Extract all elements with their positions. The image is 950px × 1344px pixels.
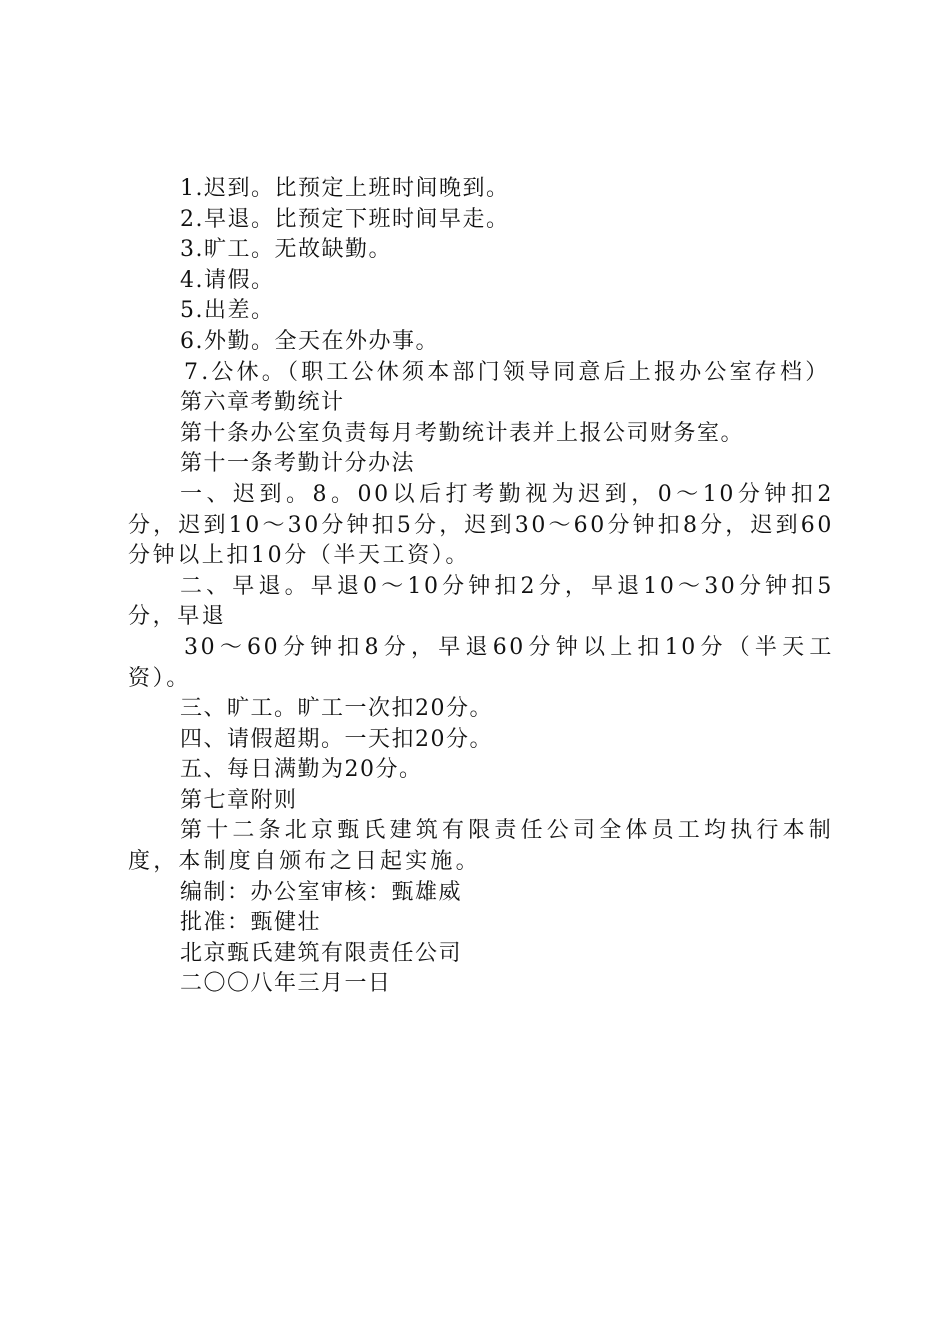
article-eleven-heading: 第十一条考勤计分办法 xyxy=(180,451,416,477)
item-leave-early: 2.早退。比预定下班时间早走。 xyxy=(180,206,510,232)
approved-by: 批准：甄健壮 xyxy=(180,910,322,936)
scoring-leave-overdue: 四、请假超期。一天扣20分。 xyxy=(180,726,493,752)
chapter-seven-heading: 第七章附则 xyxy=(180,787,298,813)
company-name: 北京甄氏建筑有限责任公司 xyxy=(180,940,463,966)
item-public-holiday: 7.公休。（职工公休须本部门领导同意后上报办公室存档） xyxy=(184,359,831,385)
compiled-reviewed: 编制：办公室审核：甄雄威 xyxy=(180,879,463,905)
scoring-absent: 三、旷工。旷工一次扣20分。 xyxy=(180,696,493,722)
scoring-leave-early: 二、早退。早退0～10分钟扣2分，早退10～30分钟扣5分，早退 xyxy=(128,573,834,630)
scoring-leave-early-continued: 30～60分钟扣8分，早退60分钟以上扣10分（半天工资）。 xyxy=(128,634,834,691)
item-absent: 3.旷工。无故缺勤。 xyxy=(180,237,392,263)
scoring-late: 一、迟到。8。00以后打考勤视为迟到，0～10分钟扣2分，迟到10～30分钟扣5分，迟到30～60分钟扣8分，迟到60分钟以上扣10分（半天工资）。 xyxy=(128,481,834,569)
item-late: 1.迟到。比预定上班时间晚到。 xyxy=(180,176,510,201)
document-body xyxy=(128,174,834,1000)
chapter-six-heading: 第六章考勤统计 xyxy=(180,390,345,416)
item-field-work: 6.外勤。全天在外办事。 xyxy=(180,328,439,354)
item-request-leave: 4.请假。 xyxy=(180,267,275,293)
article-ten: 第十条办公室负责每月考勤统计表并上报公司财务室。 xyxy=(180,420,745,446)
issue-date: 二〇〇八年三月一日 xyxy=(180,971,392,997)
item-business-trip: 5.出差。 xyxy=(180,298,275,324)
article-twelve: 第十二条北京甄氏建筑有限责任公司全体员工均执行本制度，本制度自颁布之日起实施。 xyxy=(128,818,834,875)
scoring-full-attendance: 五、每日满勤为20分。 xyxy=(180,757,423,783)
